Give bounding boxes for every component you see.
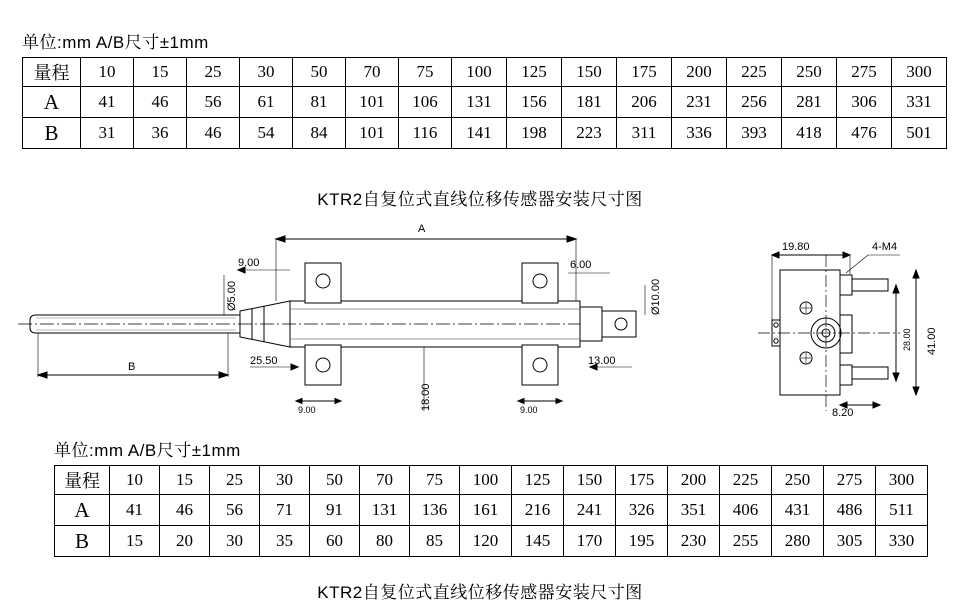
table-cell: 80 — [360, 526, 410, 557]
table-cell: 406 — [720, 495, 772, 526]
table-cell: 41 — [110, 495, 160, 526]
table-cell: 56 — [187, 87, 240, 118]
dim-18: 18.00 — [420, 383, 432, 411]
table-cell: 15 — [134, 58, 187, 87]
table-cell: 31 — [81, 118, 134, 149]
spec-table-bottom — [54, 465, 928, 557]
table-cell: 75 — [410, 466, 460, 495]
dim-b-span: B — [128, 361, 136, 373]
table-row — [23, 118, 947, 149]
table-cell: 131 — [360, 495, 410, 526]
table-row-label: B — [23, 118, 81, 149]
table-cell: 101 — [346, 87, 399, 118]
table-cell: 46 — [187, 118, 240, 149]
table-cell: 100 — [452, 58, 507, 87]
table-row-label: A — [23, 87, 81, 118]
spec-table-top — [22, 57, 947, 149]
table-cell: 91 — [310, 495, 360, 526]
dim-4-m4: 4-M4 — [872, 241, 898, 253]
table-cell: 418 — [782, 118, 837, 149]
table-cell: 250 — [782, 58, 837, 87]
table-cell: 70 — [346, 58, 399, 87]
dim-9-top: 9.00 — [238, 257, 260, 269]
dim-8-20: 8.20 — [832, 407, 854, 419]
table-cell: 25 — [210, 466, 260, 495]
dim-6: 6.00 — [570, 259, 592, 271]
table-cell: 170 — [564, 526, 616, 557]
table-cell: 393 — [727, 118, 782, 149]
dim-19-80: 19.80 — [782, 241, 810, 253]
unit-note-top: 单位:mm A/B尺寸±1mm — [22, 33, 209, 52]
table-row — [23, 87, 947, 118]
table-cell: 15 — [110, 526, 160, 557]
table-cell: 241 — [564, 495, 616, 526]
table-cell: 181 — [562, 87, 617, 118]
table-cell: 46 — [160, 495, 210, 526]
table-cell: 106 — [399, 87, 452, 118]
table-cell: 150 — [564, 466, 616, 495]
table-row-label: A — [55, 495, 110, 526]
table-cell: 300 — [876, 466, 928, 495]
dim-9-right: 9.00 — [520, 405, 538, 415]
table-row-label: 量程 — [55, 466, 110, 495]
table-cell: 195 — [616, 526, 668, 557]
table-cell: 20 — [160, 526, 210, 557]
caption-middle: KTR2自复位式直线位移传感器安装尺寸图 — [317, 190, 643, 209]
table-cell: 476 — [837, 118, 892, 149]
table-cell: 281 — [782, 87, 837, 118]
table-cell: 225 — [720, 466, 772, 495]
table-cell: 331 — [892, 87, 947, 118]
table-cell: 120 — [460, 526, 512, 557]
table-cell: 75 — [399, 58, 452, 87]
table-cell: 223 — [562, 118, 617, 149]
table-cell: 84 — [293, 118, 346, 149]
table-cell: 275 — [824, 466, 876, 495]
table-cell: 198 — [507, 118, 562, 149]
table-cell: 486 — [824, 495, 876, 526]
table-cell: 70 — [360, 466, 410, 495]
table-cell: 250 — [772, 466, 824, 495]
dim-25-5: 25.50 — [250, 355, 278, 367]
table-cell: 256 — [727, 87, 782, 118]
table-cell: 10 — [81, 58, 134, 87]
dim-a-span: A — [418, 223, 426, 235]
table-cell: 60 — [310, 526, 360, 557]
table-cell: 56 — [210, 495, 260, 526]
table-cell: 30 — [240, 58, 293, 87]
dim-28: 28.00 — [902, 328, 912, 351]
table-cell: 145 — [512, 526, 564, 557]
table-cell: 306 — [837, 87, 892, 118]
table-cell: 25 — [187, 58, 240, 87]
table-cell: 36 — [134, 118, 187, 149]
unit-note-bottom: 单位:mm A/B尺寸±1mm — [54, 441, 241, 460]
dim-9-left: 9.00 — [298, 405, 316, 415]
table-cell: 50 — [293, 58, 346, 87]
table-cell: 46 — [134, 87, 187, 118]
table-row-label: 量程 — [23, 58, 81, 87]
table-cell: 81 — [293, 87, 346, 118]
table-cell: 10 — [110, 466, 160, 495]
table-cell: 200 — [672, 58, 727, 87]
table-row — [55, 495, 928, 526]
table-cell: 141 — [452, 118, 507, 149]
table-cell: 161 — [460, 495, 512, 526]
table-cell: 280 — [772, 526, 824, 557]
table-cell: 100 — [460, 466, 512, 495]
dim-13: 13.00 — [588, 355, 616, 367]
dim-41: 41.00 — [926, 327, 938, 355]
table-cell: 101 — [346, 118, 399, 149]
table-cell: 230 — [668, 526, 720, 557]
table-cell: 330 — [876, 526, 928, 557]
table-cell: 351 — [668, 495, 720, 526]
caption-bottom: KTR2自复位式直线位移传感器安装尺寸图 — [317, 583, 643, 602]
table-cell: 206 — [617, 87, 672, 118]
table-cell: 125 — [507, 58, 562, 87]
table-cell: 300 — [892, 58, 947, 87]
table-cell: 116 — [399, 118, 452, 149]
table-cell: 305 — [824, 526, 876, 557]
table-cell: 216 — [512, 495, 564, 526]
table-cell: 311 — [617, 118, 672, 149]
table-cell: 136 — [410, 495, 460, 526]
dim-dia10: Ø10.00 — [650, 278, 662, 315]
table-cell: 175 — [617, 58, 672, 87]
table-row — [23, 58, 947, 87]
table-cell: 50 — [310, 466, 360, 495]
assembly-drawing — [0, 215, 960, 425]
table-row — [55, 466, 928, 495]
table-cell: 156 — [507, 87, 562, 118]
table-cell: 511 — [876, 495, 928, 526]
table-cell: 231 — [672, 87, 727, 118]
table-cell: 61 — [240, 87, 293, 118]
table-cell: 275 — [837, 58, 892, 87]
table-row-label: B — [55, 526, 110, 557]
table-cell: 30 — [210, 526, 260, 557]
table-cell: 30 — [260, 466, 310, 495]
table-cell: 15 — [160, 466, 210, 495]
table-cell: 35 — [260, 526, 310, 557]
table-cell: 200 — [668, 466, 720, 495]
table-cell: 336 — [672, 118, 727, 149]
table-cell: 131 — [452, 87, 507, 118]
drawing-svg — [0, 215, 960, 425]
table-row — [55, 526, 928, 557]
table-cell: 326 — [616, 495, 668, 526]
table-cell: 150 — [562, 58, 617, 87]
table-cell: 255 — [720, 526, 772, 557]
table-cell: 175 — [616, 466, 668, 495]
table-cell: 225 — [727, 58, 782, 87]
table-cell: 41 — [81, 87, 134, 118]
table-cell: 54 — [240, 118, 293, 149]
table-cell: 71 — [260, 495, 310, 526]
table-cell: 501 — [892, 118, 947, 149]
table-cell: 125 — [512, 466, 564, 495]
dim-dia5: Ø5.00 — [226, 281, 238, 311]
table-cell: 85 — [410, 526, 460, 557]
table-cell: 431 — [772, 495, 824, 526]
